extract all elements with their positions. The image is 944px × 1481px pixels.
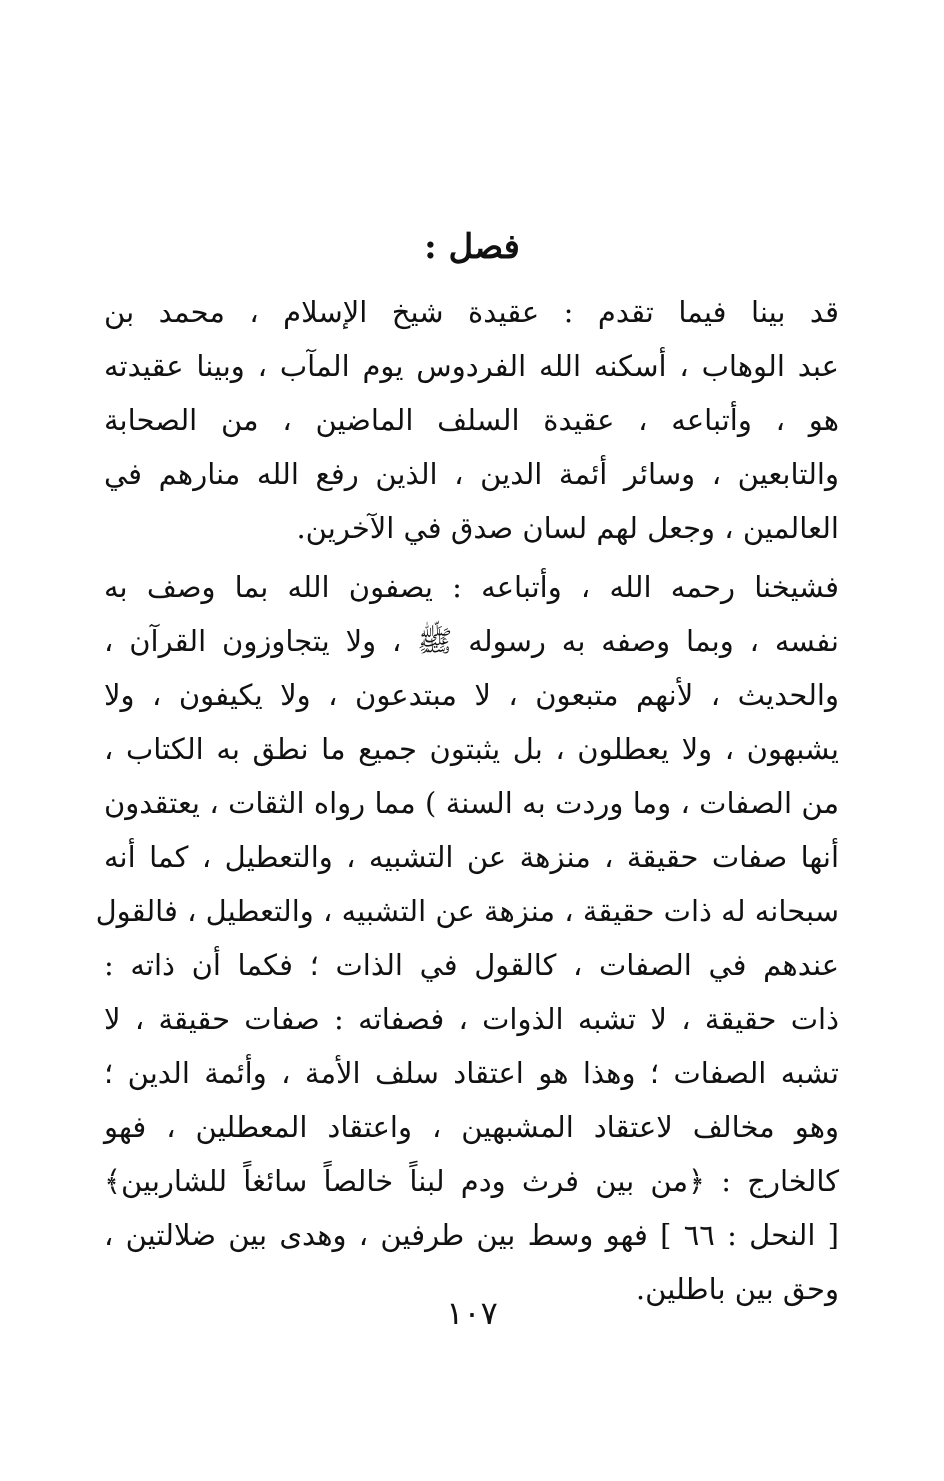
paragraph-2 bbox=[95, 560, 839, 1316]
text-line: تشبه الصفات ؛ وهذا هو اعتقاد سلف الأمة ، وأئمة الدين ؛ bbox=[104, 1056, 839, 1090]
text-line: وهو مخالف لاعتقاد المشبهين ، واعتقاد المعطلين ، فهو bbox=[104, 1110, 839, 1144]
text-line: العالمين ، وجعل لهم لسان صدق في الآخرين. bbox=[296, 511, 839, 545]
text-line: عبد الوهاب ، أسكنه الله الفردوس يوم المآب ، وبينا عقيدته bbox=[104, 349, 839, 383]
page-number: ١٠٧ bbox=[446, 1294, 498, 1332]
text-line: والحديث ، لأنهم متبعون ، لا مبتدعون ، ولا يكيفون ، ولا bbox=[104, 678, 839, 712]
text-line: من الصفات ، وما وردت به السنة ) مما رواه الثقات ، يعتقدون bbox=[104, 786, 839, 820]
text-line: سبحانه له ذات حقيقة ، منزهة عن التشبيه ، والتعطيل ، فالقول bbox=[95, 894, 839, 928]
text-line: كالخارج : ﴿من بين فرث ودم لبناً خالصاً سائغاً للشاربين﴾ bbox=[104, 1164, 839, 1198]
text-line: وحق بين باطلين. bbox=[635, 1272, 839, 1306]
text-line: ذات حقيقة ، لا تشبه الذوات ، فصفاته : صفات حقيقة ، لا bbox=[104, 1002, 839, 1036]
text-line: قد بينا فيما تقدم : عقيدة شيخ الإسلام ، محمد بن bbox=[104, 295, 839, 329]
text-line: يشبهون ، ولا يعطلون ، بل يثبتون جميع ما نطق به الكتاب ، bbox=[104, 732, 839, 766]
text-line: نفسه ، وبما وصفه به رسوله ﷺ ، ولا يتجاوزون القرآن ، bbox=[104, 624, 839, 658]
text-line: والتابعين ، وسائر أئمة الدين ، الذين رفع الله منارهم في bbox=[104, 457, 839, 491]
text-line: [ النحل : ٦٦ ] فهو وسط بين طرفين ، وهدى بين ضلالتين ، bbox=[104, 1218, 839, 1252]
paragraph-1 bbox=[104, 285, 839, 555]
text-line: فشيخنا رحمه الله ، وأتباعه : يصفون الله بما وصف به bbox=[104, 570, 839, 604]
text-line: عندهم في الصفات ، كالقول في الذات ؛ فكما أن ذاته : bbox=[104, 948, 839, 982]
text-line: أنها صفات حقيقة ، منزهة عن التشبيه ، والتعطيل ، كما أنه bbox=[104, 840, 839, 874]
section-heading: فصل : bbox=[424, 227, 520, 267]
text-line: هو ، وأتباعه ، عقيدة السلف الماضين ، من الصحابة bbox=[104, 403, 839, 437]
